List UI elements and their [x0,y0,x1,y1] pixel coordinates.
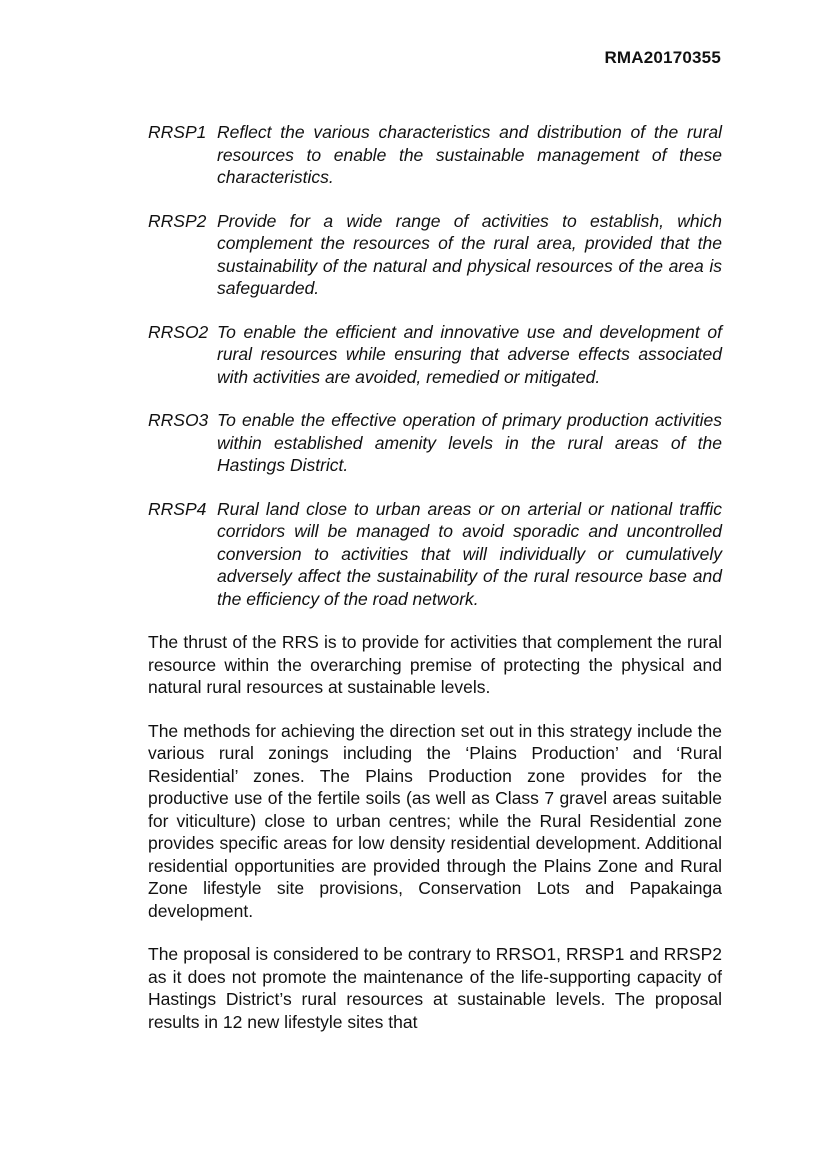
objective-text: To enable the efficient and innovative use and development of rural resources while ensuring that adverse effects associated with activities are avoided, remedied or mitigated. [217,321,722,387]
objective-code: RRSO2 [148,321,209,342]
policy-item-rrsp1 [148,121,722,189]
objective-code: RRSO3 [148,410,209,430]
paragraph-methods: The methods for achieving the direction set out in this strategy include the various rural zonings including the ‘Plains Production’ and ‘Rural Residential’ zones. The Plains Production zone provides for the productive use of the fertile soils (as well as Class 7 gravel areas suitable for viticulture) close to urban centres; while the Rural Residential zone provides specific areas for low density residential development. Additional residential opportunities are provided through the Plains Zone and Rural Zone lifestyle site provisions, Conservation Lots and Papakainga development. [148,720,722,921]
document-reference: RMA20170355 [604,48,721,67]
document-body [148,121,722,1054]
policy-text: Rural land close to urban areas or on arterial or national traffic corridors will be managed to avoid sporadic and uncontrolled conversion to activities that will individually or cumulatively adversely affect the sustainability of the rural resource base and the efficiency of the road network. [217,498,722,609]
objective-item-rrso2 [148,321,722,389]
policy-text: Provide for a wide range of activities to establish, which complement the resources of the rural area, provided that the sustainability of the natural and physical resources of the area is safeguarded. [217,210,722,298]
policy-item-rrsp2 [148,210,722,300]
objective-item-rrso3 [148,409,722,477]
paragraph-proposal-assessment: The proposal is considered to be contrary to RRSO1, RRSP1 and RRSP2 as it does not promote the maintenance of the life-supporting capacity of Hastings District’s rural resources at sustainable levels. The proposal results in 12 new lifestyle sites that [148,944,722,1032]
paragraph-rrs-thrust: The thrust of the RRS is to provide for activities that complement the rural resource within the overarching premise of protecting the physical and natural rural resources at sustainable levels. [148,632,722,697]
policy-text: Reflect the various characteristics and distribution of the rural resources to enable the sustainable management of these characteristics. [217,122,722,187]
policy-code: RRSP4 [148,498,207,519]
policy-code: RRSP2 [148,210,207,231]
objective-text: To enable the effective operation of primary production activities within established amenity levels in the rural areas of the Hastings District. [217,410,722,475]
policy-item-rrsp4 [148,498,722,611]
policy-code: RRSP1 [148,122,207,142]
